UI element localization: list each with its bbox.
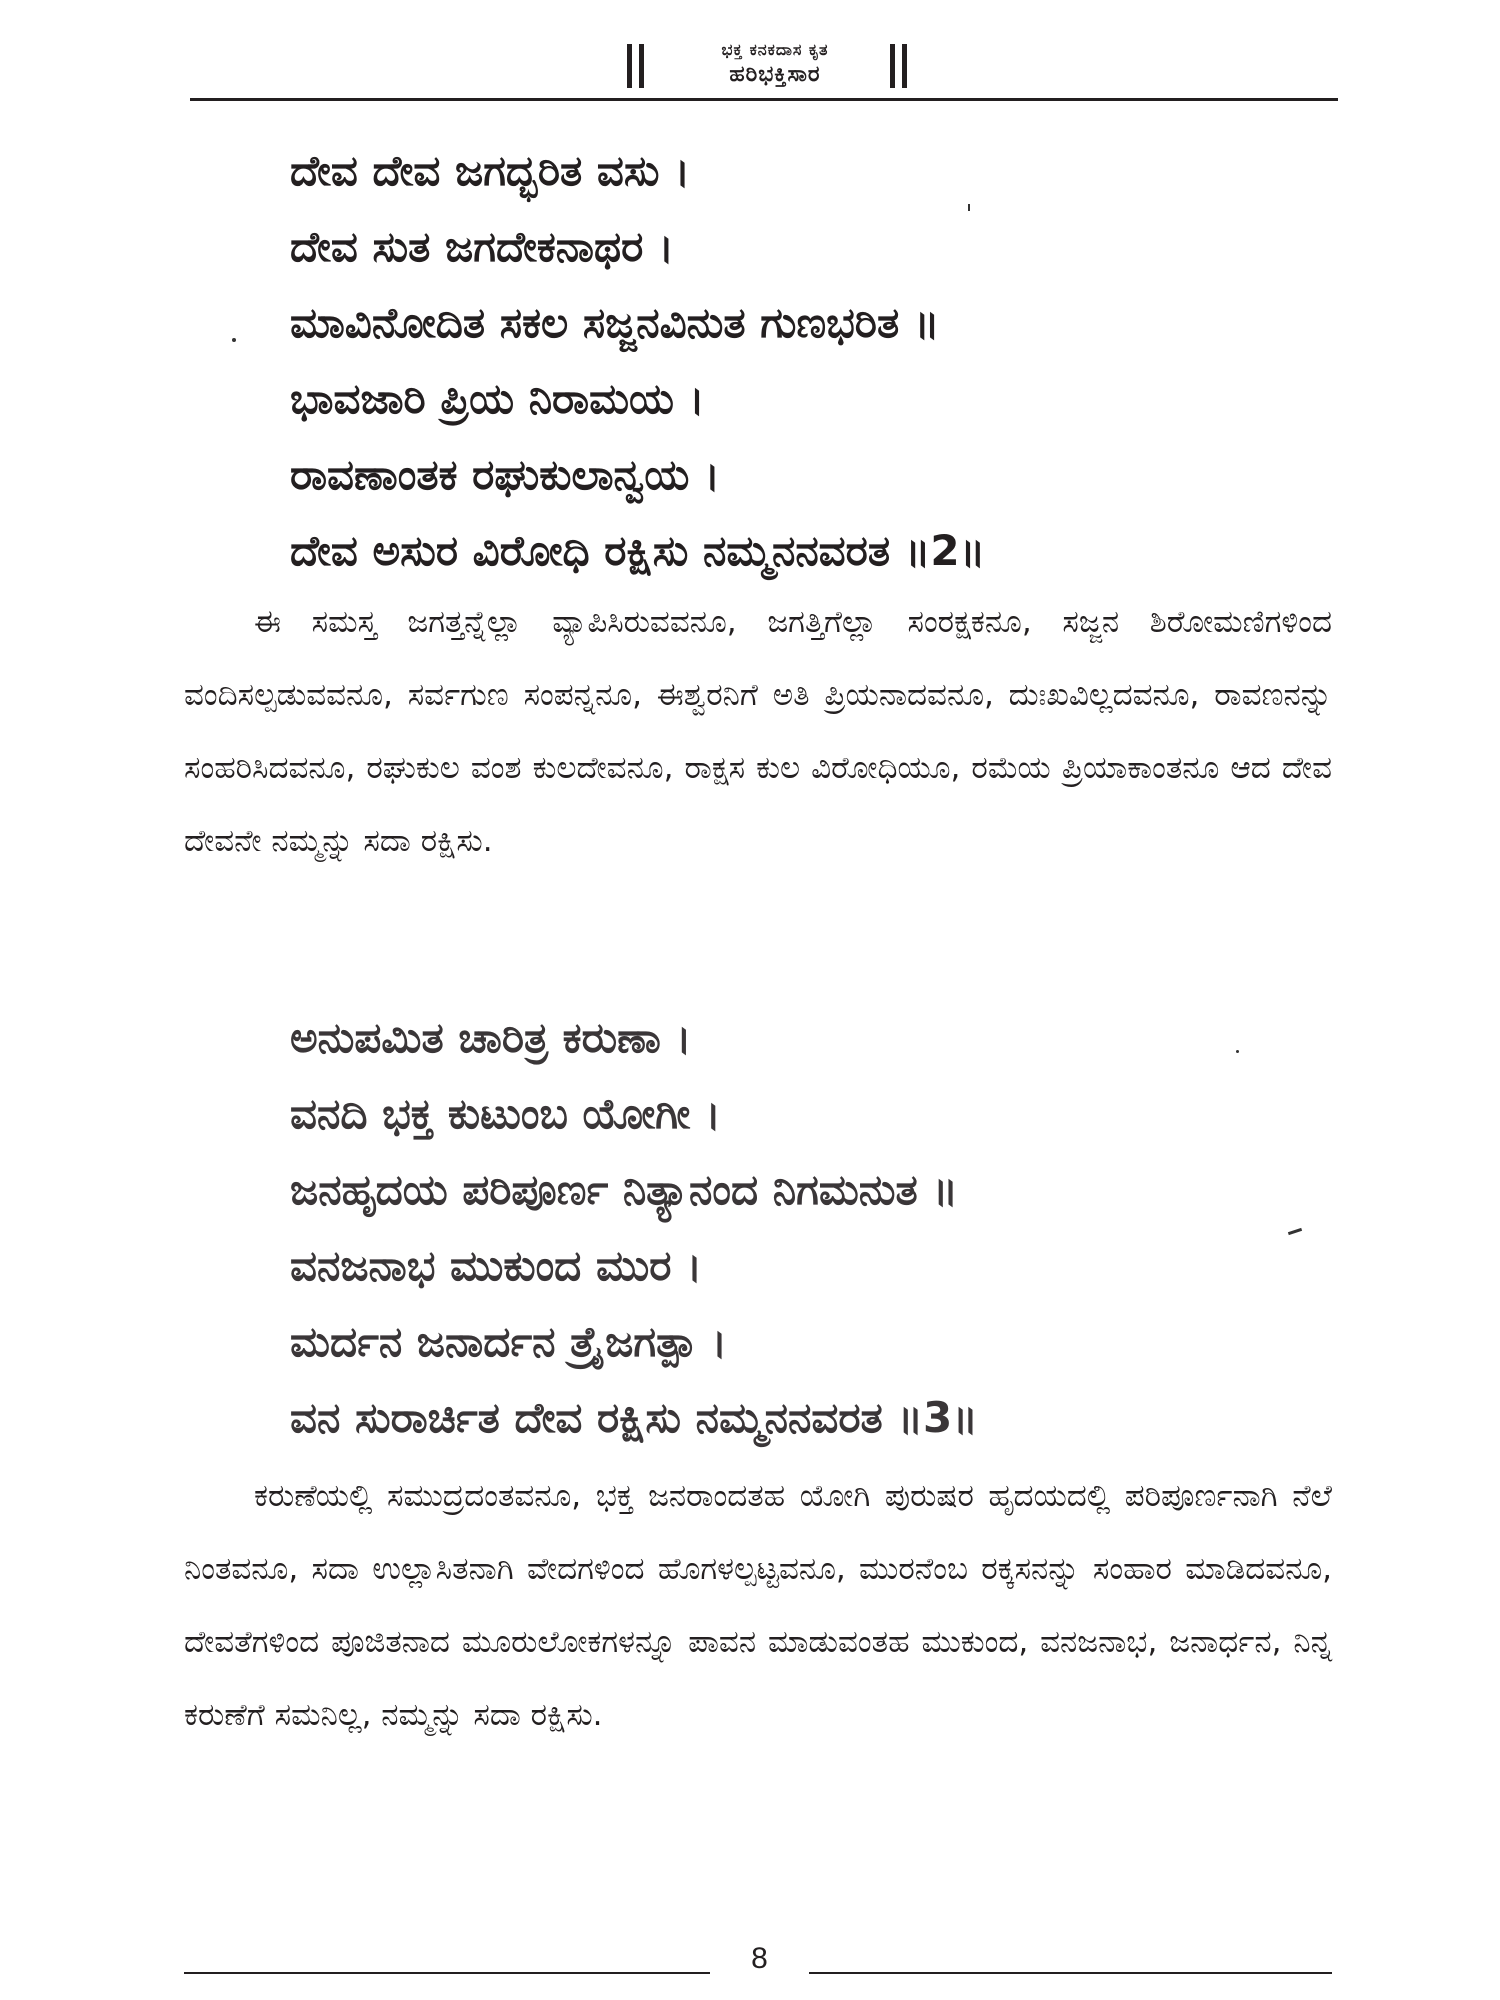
- verse-line: ಭಾವಜಾರಿ ಪ್ರಿಯ ನಿರಾಮಯ ।: [290, 374, 705, 423]
- verse-line: ದೇವ ಸುತ ಜಗದೇಕನಾಥರ ।: [290, 222, 674, 271]
- header-double-bar-right: [890, 44, 895, 88]
- header-title: ಹರಿಭಕ್ತಿಸಾರ: [729, 62, 821, 87]
- footer-rule-right: [809, 1972, 1332, 1974]
- running-header: [190, 36, 1338, 102]
- print-speck: [1288, 1228, 1302, 1235]
- header-double-bar-right: [902, 44, 907, 88]
- verse-2: [290, 133, 1290, 589]
- verse-2-explanation: ಈ ಸಮಸ್ತ ಜಗತ್ತನ್ನೆಲ್ಲಾ ವ್ಯಾಪಿಸಿರುವವನೂ, ಜಗತ್ತಿಗೆಲ್ಲಾ ಸಂರಕ್ಷಕನೂ, ಸಜ್ಜನ ಶಿರೋಮಣಿಗಳಿಂದ ವಂದಿಸಲ್ಪಡುವವನೂ, ಸರ್ವಗುಣ ಸಂಪನ್ನನೂ, ಈಶ್ವರನಿಗೆ ಅತಿ ಪ್ರಿಯನಾದವನೂ, ದುಃಖವಿಲ್ಲದವನೂ, ರಾವಣನನ್ನು ಸಂಹರಿಸಿದವನೂ, ರಘುಕುಲ ವಂಶ ಕುಲದೇವನೂ, ರಾಕ್ಷಸ ಕುಲ ವಿರೋಧಿಯೂ, ರಮೆಯ ಪ್ರಿಯಾಕಾಂತನೂ ಆದ ದೇವ ದೇವನೇ ನಮ್ಮನ್ನು ಸದಾ ರಕ್ಷಿಸು.: [184, 604, 1332, 859]
- verse-line: ಅನುಪಮಿತ ಚಾರಿತ್ರ ಕರುಣಾ ।: [290, 1013, 692, 1062]
- verse-line: ಮರ್ದನ ಜನಾರ್ದನ ತ್ರೈಜಗತ್ಪಾ ।: [290, 1317, 728, 1366]
- verse-line: ವನ ಸುರಾರ್ಚಿತ ದೇವ ರಕ್ಷಿಸು ನಮ್ಮನನವರತ ॥3॥: [290, 1393, 978, 1442]
- print-speck: [968, 204, 970, 211]
- verse-line: ವನದಿ ಭಕ್ತ ಕುಟುಂಬ ಯೋಗೀ ।: [290, 1089, 721, 1138]
- header-subtitle: ಭಕ್ತ ಕನಕದಾಸ ಕೃತ: [721, 40, 829, 59]
- print-speck: [232, 338, 236, 342]
- page-footer: [184, 1942, 1332, 1982]
- verse-line: ದೇವ ದೇವ ಜಗದ್ಭರಿತ ವಸು ।: [290, 146, 691, 195]
- verse-line: ದೇವ ಅಸುರ ವಿರೋಧಿ ರಕ್ಷಿಸು ನಮ್ಮನನವರತ ॥2॥: [290, 526, 986, 575]
- verse-line: ಮಾವಿನೋದಿತ ಸಕಲ ಸಜ್ಜನವಿನುತ ಗುಣಭರಿತ ॥: [290, 298, 940, 347]
- page-number: 8: [751, 1942, 768, 1975]
- verse-line: ರಾವಣಾಂತಕ ರಘುಕುಲಾನ್ವಯ ।: [290, 450, 720, 499]
- header-double-bar-left: [639, 44, 644, 88]
- header-rule: [190, 98, 1338, 101]
- verse-line: ವನಜನಾಭ ಮುಕುಂದ ಮುರ ।: [290, 1241, 703, 1290]
- verse-line: ಜನಹೃದಯ ಪರಿಪೂರ್ಣ ನಿತ್ಯಾನಂದ ನಿಗಮನುತ ॥: [290, 1165, 958, 1214]
- print-speck: [1236, 1050, 1239, 1053]
- header-double-bar-left: [627, 44, 632, 88]
- verse-3-explanation: ಕರುಣೆಯಲ್ಲಿ ಸಮುದ್ರದಂತವನೂ, ಭಕ್ತ ಜನರಾಂದತಹ ಯೋಗಿ ಪುರುಷರ ಹೃದಯದಲ್ಲಿ ಪರಿಪೂರ್ಣನಾಗಿ ನೆಲೆ ನಿಂತವನೂ, ಸದಾ ಉಲ್ಲಾಸಿತನಾಗಿ ವೇದಗಳಿಂದ ಹೊಗಳಲ್ಪಟ್ಟವನೂ, ಮುರನೆಂಬ ರಕ್ಕಸನನ್ನು ಸಂಹಾರ ಮಾಡಿದವನೂ, ದೇವತೆಗಳಿಂದ ಪೂಜಿತನಾದ ಮೂರುಲೋಕಗಳನ್ನೂ ಪಾವನ ಮಾಡುವಂತಹ ಮುಕುಂದ, ವನಜನಾಭ, ಜನಾರ್ಧನ, ನಿನ್ನ ಕರುಣೆಗೆ ಸಮನಿಲ್ಲ, ನಮ್ಮನ್ನು ಸದಾ ರಕ್ಷಿಸು.: [184, 1478, 1332, 1733]
- verse-3: [290, 1000, 1290, 1456]
- footer-rule-left: [184, 1972, 710, 1974]
